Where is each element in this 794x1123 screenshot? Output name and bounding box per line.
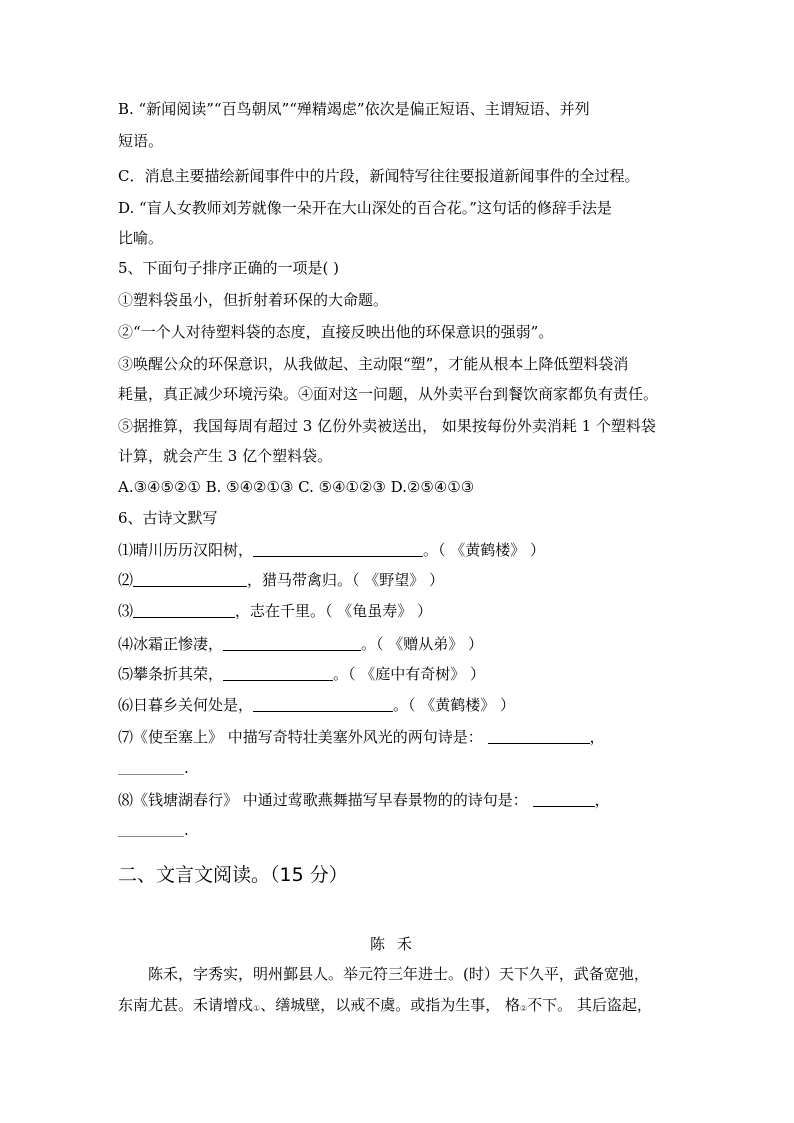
passage-line-2: 东南尤甚。禾请增戍①、缮城壁，以戒不虞。或指为生事， 格②不下。 其后盗起， xyxy=(118,996,652,1014)
blank-6[interactable] xyxy=(253,697,393,712)
sentence-5-line1: ⑤据推算，我国每周有超过 3 亿份外卖被送出， 如果按每份外卖消耗 1 个塑料袋 xyxy=(118,417,656,435)
blank-4[interactable] xyxy=(223,636,361,651)
poem-1: ⑴晴川历历汉阳树， 。（ 《黄鹤楼》 ） xyxy=(118,541,546,559)
passage-title: 陈禾 xyxy=(369,935,424,953)
question-6: 6、古诗文默写 xyxy=(118,509,218,527)
question-5: 5、下面句子排序正确的一项是( ) xyxy=(118,259,340,277)
blank-5[interactable] xyxy=(223,666,333,681)
blank-7b[interactable] xyxy=(118,760,184,775)
blank-1[interactable] xyxy=(253,542,423,557)
poem-4: ⑷冰霜正惨凄， 。（ 《赠从弟》 ） xyxy=(118,635,484,653)
footnote-marker-2: ② xyxy=(519,1004,528,1013)
sentence-3-line1: ③唤醒公众的环保意识，从我做起、主动限“塑”，才能从根本上降低塑料袋消 xyxy=(118,355,629,373)
option-b-line2: 短语。 xyxy=(118,132,164,150)
option-b-line1: B. “新闻阅读”“百鸟朝凤”“殚精竭虑”依次是偏正短语、主谓短语、并列 xyxy=(118,100,590,118)
sentence-3-line2: 耗量，真正减少环境污染。④面对这一问题，从外卖平台到餐饮商家都负有责任。 xyxy=(118,385,659,403)
blank-3[interactable] xyxy=(133,603,235,618)
poem-8-cont: . xyxy=(118,820,676,840)
passage-line-1: 陈禾，字秀实，明州鄞县人。举元符三年进士。(时）天下久平，武备宽弛， xyxy=(148,965,649,983)
poem-2: ⑵ ，猎马带禽归。（ 《野望》 ） xyxy=(118,571,445,589)
sentence-1: ①塑料袋虽小，但折射着环保的大命题。 xyxy=(118,291,389,309)
option-c: C．消息主要描绘新闻事件中的片段，新闻特写往往要报道新闻事件的全过程。 xyxy=(118,167,640,185)
answer-options: A.③④⑤②① B. ⑤④②①③ C. ⑤④①②③ D.②⑤④①③ xyxy=(118,478,475,496)
poem-3: ⑶ ，志在千里。（ 《龟虽寿》 ） xyxy=(118,602,433,620)
sentence-5-line2: 计算，就会产生 3 亿个塑料袋。 xyxy=(118,447,333,465)
footnote-marker-1: ① xyxy=(253,1004,261,1013)
blank-8a[interactable] xyxy=(533,792,595,807)
option-d-line1: D. “盲人女教师刘芳就像一朵开在大山深处的百合花。”这句话的修辞手法是 xyxy=(118,199,612,217)
poem-8: ⑻《钱塘湖春行》 中通过莺歌燕舞描写早春景物的的诗句是： ， xyxy=(118,791,610,809)
option-d-line2: 比喻。 xyxy=(118,229,164,247)
blank-8b[interactable] xyxy=(118,822,184,837)
poem-5: ⑸攀条折其荣， 。（ 《庭中有奇树》 ） xyxy=(118,665,486,683)
blank-2[interactable] xyxy=(133,572,247,587)
sentence-2: ②“一个人对待塑料袋的态度，直接反映出他的环保意识的强弱”。 xyxy=(118,323,554,341)
poem-7-cont: . xyxy=(118,758,676,778)
blank-7a[interactable] xyxy=(488,729,590,744)
poem-6: ⑹日暮乡关何处是， 。（ 《黄鹤楼》 ） xyxy=(118,696,516,714)
section-2-heading: 二、文言文阅读。（15 分） xyxy=(118,864,348,886)
poem-7: ⑺《使至塞上》 中描写奇特壮美塞外风光的两句诗是： ， xyxy=(118,728,605,746)
